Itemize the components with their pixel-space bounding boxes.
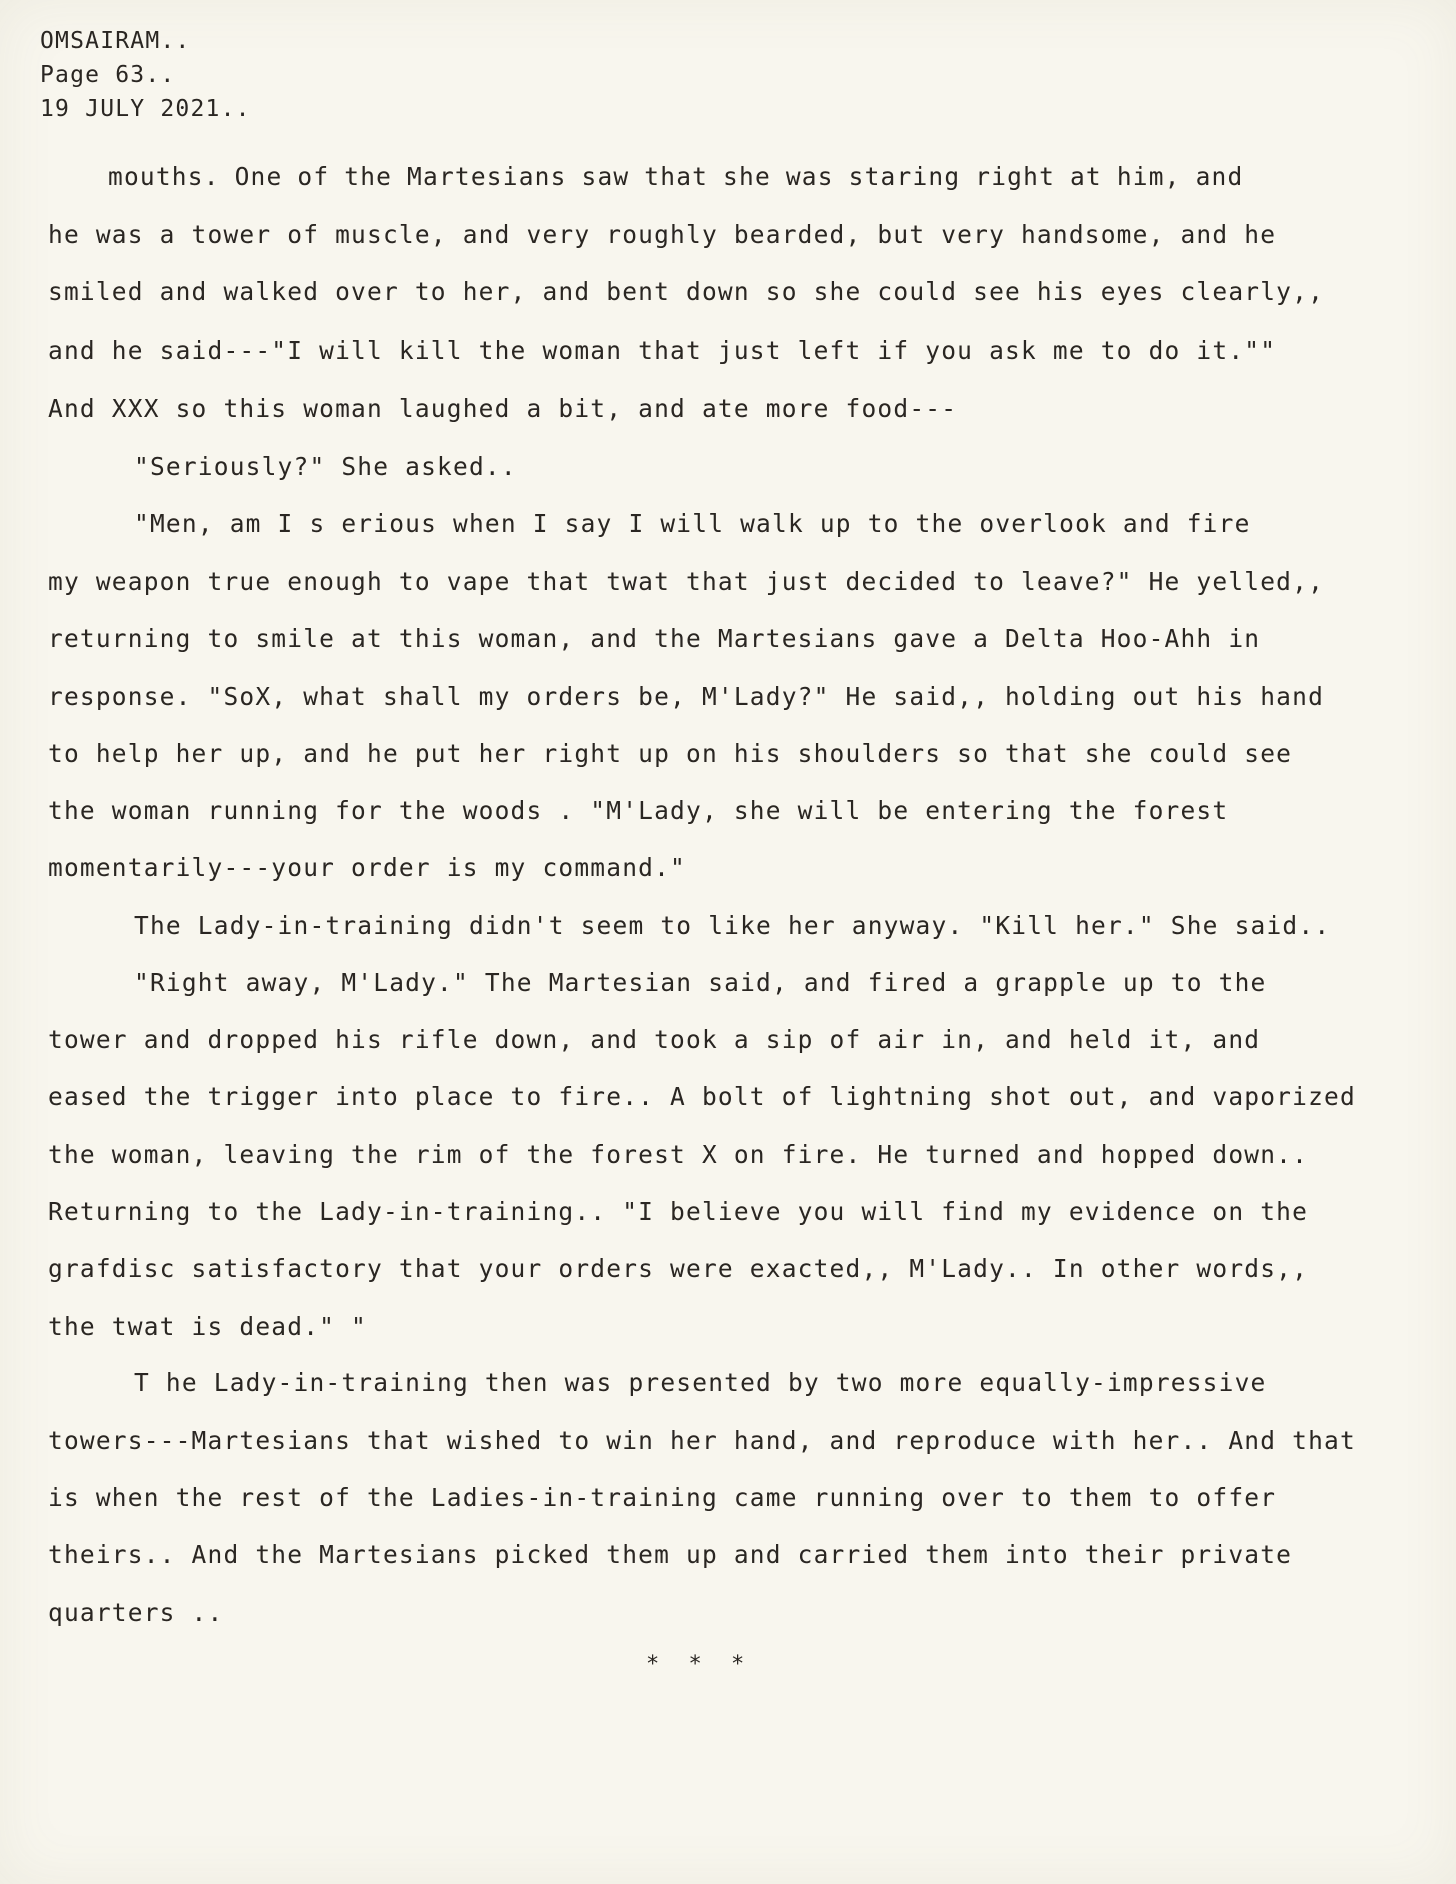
text-line: tower and dropped his rifle down, and took a sip of air in, and held it, and [48,1025,1261,1054]
text-line: theirs.. And the Martesians picked them up and carried them into their private [48,1540,1293,1569]
text-line: The Lady-in-training didn't seem to like her anyway. "Kill her." She said.. [134,911,1331,940]
header-title: OMSAIRAM.. [40,28,191,54]
text-line: Returning to the Lady-in-training.. "I believe you will find my evidence on the [48,1197,1309,1226]
text-line: is when the rest of the Ladies-in-training came running over to them to offer [48,1483,1277,1512]
text-line: "Seriously?" She asked.. [134,452,517,481]
text-line: the woman running for the woods . "M'Lady, she will be entering the forest [48,796,1229,825]
text-line: mouths. One of the Martesians saw that she was staring right at him, and [108,162,1244,191]
text-line: the woman, leaving the rim of the forest X on fire. He turned and hopped down.. [48,1140,1309,1169]
text-line: returning to smile at this woman, and the Martesians gave a Delta Hoo-Ahh in [48,624,1261,653]
header-page-number: Page 63.. [40,62,176,88]
text-line: he was a tower of muscle, and very roughly bearded, but very handsome, and he [48,220,1277,249]
text-line: momentarily---your order is my command." [48,853,687,882]
text-line: quarters .. [48,1598,224,1627]
section-break: * * * [646,1652,753,1677]
text-line: And XXX so this woman laughed a bit, and ate more food--- [48,394,958,423]
text-line: grafdisc satisfactory that your orders were exacted,, M'Lady.. In other words,, [48,1254,1309,1283]
page-header [40,24,251,126]
text-line: smiled and walked over to her, and bent down so she could see his eyes clearly,, [48,277,1325,306]
text-line: eased the trigger into place to fire.. A bolt of lightning shot out, and vaporized [48,1082,1356,1111]
text-line: T he Lady-in-training then was presented by two more equally-impressive [134,1368,1267,1397]
header-date: 19 JULY 2021.. [40,96,251,122]
text-line: and he said---"I will kill the woman that just left if you ask me to do it."" [48,336,1277,365]
text-line: to help her up, and he put her right up on his shoulders so that she could see [48,739,1293,768]
text-line: "Right away, M'Lady." The Martesian said, and fired a grapple up to the [134,968,1267,997]
text-line: the twat is dead." " [48,1312,368,1341]
text-line: response. "SoX, what shall my orders be, M'Lady?" He said,, holding out his hand [48,682,1325,711]
text-line: "Men, am I s erious when I say I will walk up to the overlook and fire [134,509,1251,538]
text-line: towers---Martesians that wished to win her hand, and reproduce with her.. And that [48,1426,1356,1455]
text-line: my weapon true enough to vape that twat that just decided to leave?" He yelled,, [48,567,1325,596]
